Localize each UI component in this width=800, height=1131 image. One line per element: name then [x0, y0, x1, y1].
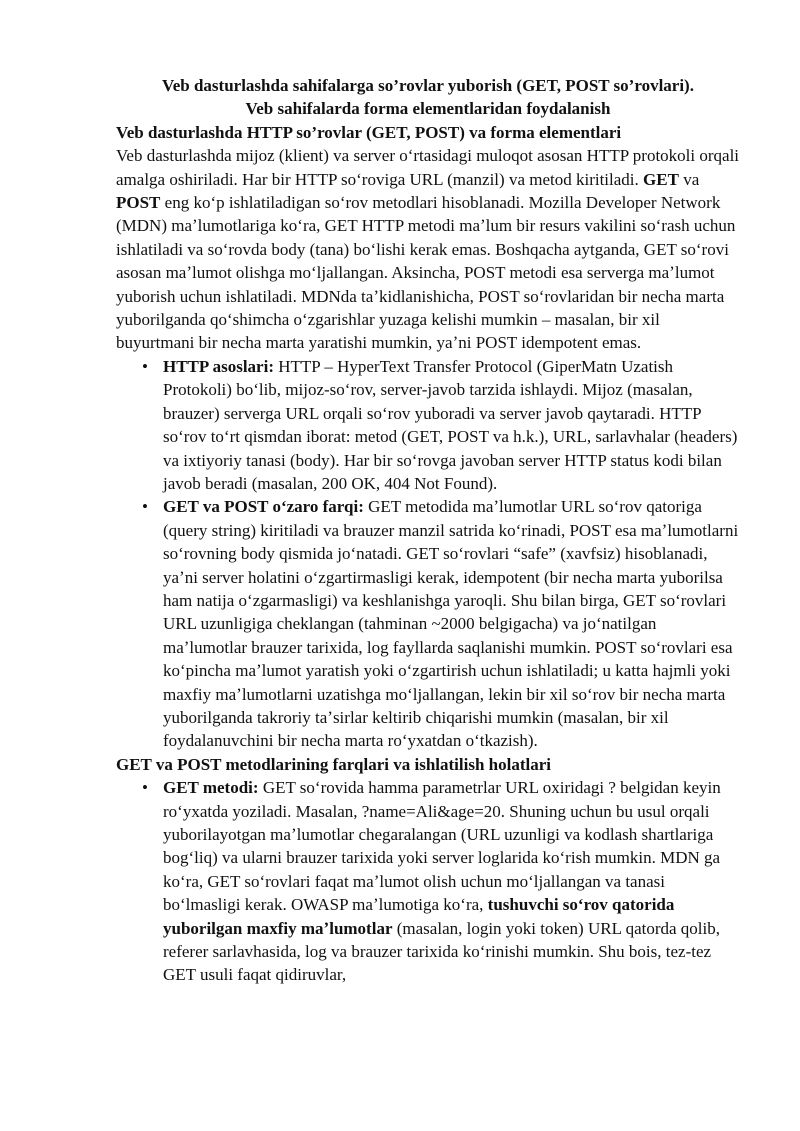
- bullet-bold-phrase: tushuvchi soʻrov qatorida yuborilgan maxfiy maʼlumotlar: [163, 895, 675, 938]
- bullet-http-basics: [142, 355, 740, 495]
- section-heading-get-post-methods: GET va POST metodlarining farqlari va ishlatilish holatlari: [116, 754, 551, 774]
- section2-bullet-list: [116, 776, 740, 987]
- document-title-line-1: Veb dasturlashda sahifalarga so’rovlar yuborish (GET, POST so’rovlari).: [162, 76, 694, 95]
- intro-text-b: va: [678, 169, 700, 189]
- bullet-label: HTTP asoslari:: [163, 356, 274, 376]
- document-title-line-2: Veb sahifalarda forma elementlaridan foydalanish: [245, 99, 611, 119]
- bullet-label: GET va POST oʻzaro farqi:: [163, 497, 364, 517]
- bullet-dot: •: [142, 356, 148, 376]
- bullet-text-a: GET soʻrovida hamma parametrlar URL oxiridagi ? belgidan keyin roʻyxatda yoziladi. Masalan, ?name=Ali&age=20. Shuning uchun bu usul orqali yuborilayotgan maʼlumotlar chegaralangan (URL uzunligi va kodlash shartlariga bogʻliq) va ularni brauzer tarixida yoki server loglarida koʻrish mumkin. MDN ga koʻra, GET soʻrovlari faqat maʼlumot olish uchun moʻljallangan va tanasi boʻlmasligi kerak. OWASP maʼlumotiga koʻra,: [163, 778, 721, 915]
- bullet-text-b: (masalan, login yoki token) URL qatorda qolib, referer sarlavhasida, log va brauzer tarixida koʻrinishi mumkin. Shu bois, tez-tez GET usuli faqat qidiruvlar,: [163, 918, 720, 985]
- bullet-dot: •: [142, 778, 148, 798]
- bullet-get-post-difference: [142, 495, 740, 752]
- bullet-text: GET metodida maʼlumotlar URL soʻrov qatoriga (query string) kiritiladi va brauzer manzil satrida koʻrinadi, POST esa maʼlumotlarni soʻrovning body qismida joʻnatadi. GET soʻrovlari “safe” (xavfsiz) hisoblanadi, yaʼni server holatini oʻzgartirmasligi kerak, idempotent (bir necha marta yuborilsa ham natija oʻzgarmasligi) va keshlanishga yaroqli. Shu bilan birga, GET soʻrovlari URL uzunligiga cheklangan (tahminan ~2000 belgigacha) va joʻnatilgan maʼlumotlar brauzer tarixida, log fayllarda saqlanishi mumkin. POST soʻrovlari esa koʻpincha maʼlumot yaratish yoki oʻzgartirish uchun ishlatiladi; u katta hajmli yoki maxfiy maʼlumotlarni uzatishga moʻljallangan, lekin bir xil soʻrov bir necha marta yuborilganda takroriy taʼsirlar keltirib chiqarishi mumkin (masalan, bir xil foydalanuvchini bir necha marta roʻyxatdan oʻtkazish).: [163, 497, 739, 751]
- intro-get-keyword: GET: [643, 169, 679, 189]
- intro-text-c: eng koʻp ishlatiladigan soʻrov metodlari hisoblanadi. Mozilla Developer Network (MDN) maʼlumotlariga koʻra, GET HTTP metodi maʼlum bir resurs vakilini soʻrash uchun ishlatiladi va soʻrovda body (tana) boʻlishi kerak emas. Boshqacha aytganda, GET soʻrovi asosan maʼlumot olishga moʻljallangan. Aksincha, POST metodi esa serverga maʼlumot yuborish uchun ishlatiladi. MDNda taʼkidlanishicha, POST soʻrovlaridan bir necha marta yuborilganda qoʻshimcha oʻzgarishlar yuzaga kelishi mumkin – masalan, bir xil buyurtmani bir necha marta yaratishi mumkin, yaʼni POST idempotent emas.: [116, 193, 736, 353]
- bullet-label: GET metodi:: [163, 778, 259, 798]
- section-heading-http-requests: Veb dasturlashda HTTP so’rovlar (GET, POST) va forma elementlari: [116, 122, 622, 142]
- intro-post-keyword: POST: [116, 193, 161, 213]
- section1-bullet-list: [116, 355, 740, 753]
- intro-paragraph: [116, 144, 740, 355]
- bullet-get-method: [142, 776, 740, 987]
- bullet-text: HTTP – HyperText Transfer Protocol (GiperMatn Uzatish Protokoli) boʻlib, mijoz-soʻrov, server-javob tarzida ishlaydi. Mijoz (masalan, brauzer) serverga URL orqali soʻrov yuboradi va server javob qaytaradi. HTTP soʻrov toʻrt qismdan iborat: metod (GET, POST va h.k.), URL, sarlavhalar (headers) va ixtiyoriy tanasi (body). Har bir soʻrovga javoban server HTTP status kodi bilan javob beradi (masalan, 200 OK, 404 Not Found).: [163, 356, 738, 493]
- intro-text-a: Veb dasturlashda mijoz (klient) va server oʻrtasidagi muloqot asosan HTTP protokoli orqali amalga oshiriladi. Har bir HTTP soʻroviga URL (manzil) va metod kiritiladi.: [116, 146, 740, 189]
- bullet-dot: •: [142, 497, 148, 517]
